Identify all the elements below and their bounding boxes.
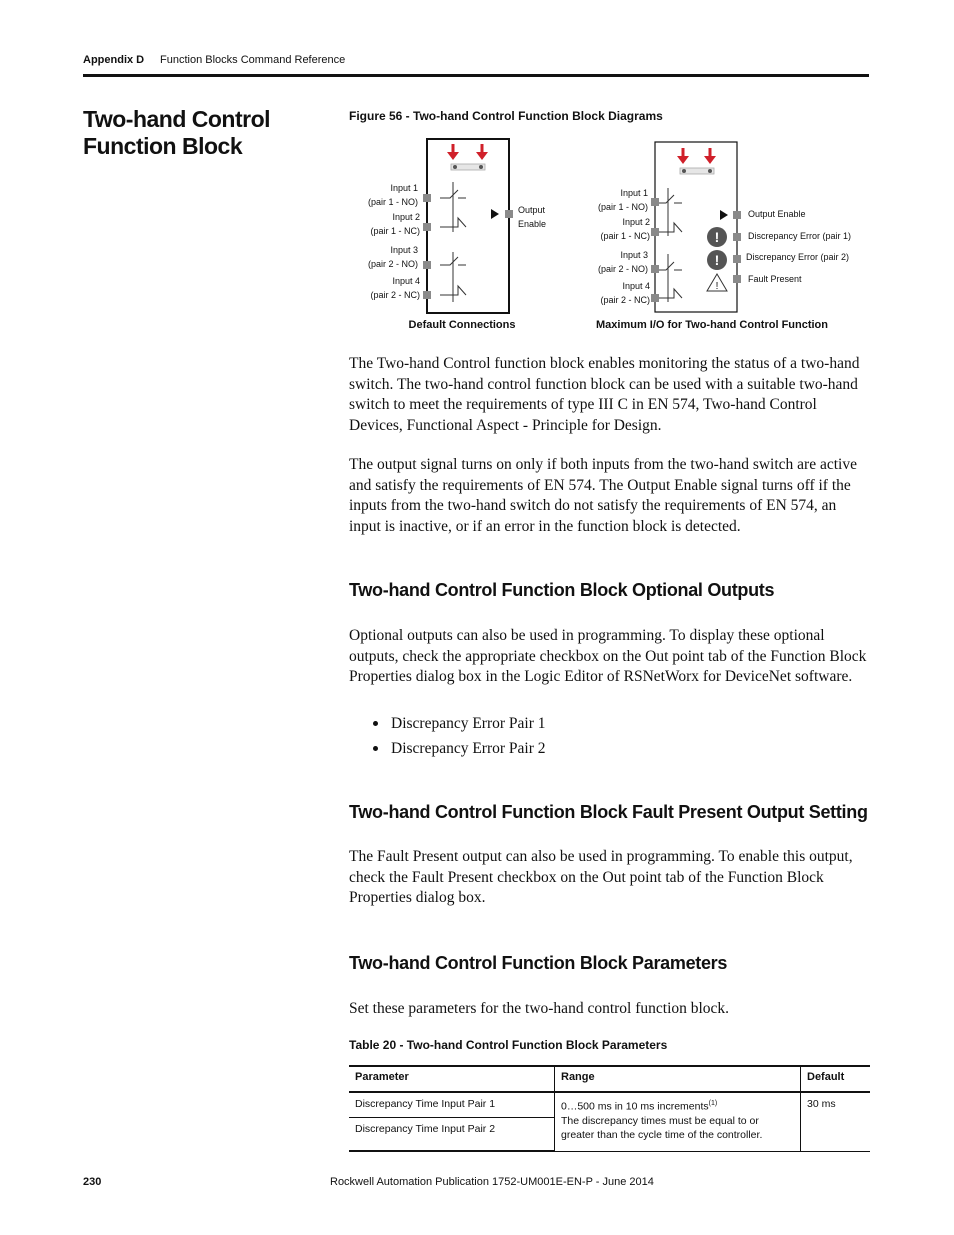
header-default: Default [801,1066,871,1092]
fault-paragraph: The Fault Present output can also be used in programming. To enable this output, check the Fault Present checkbox on the Out point tab of the Function Block Properties dialog box. [349,848,853,906]
right-input-4-pair: (pair 2 - NC) [600,295,650,305]
cell-parameter: Discrepancy Time Input Pair 2 [349,1118,555,1152]
section-title: Two-hand Control Function Block [83,106,271,159]
right-input-1: Input 1 [620,188,648,198]
cell-default: 30 ms [801,1092,871,1151]
left-input-4-pair: (pair 2 - NC) [370,290,420,300]
list-item: Discrepancy Error Pair 1 [371,711,546,736]
header-title: Function Blocks Command Reference [160,54,346,66]
left-input-1-pair: (pair 1 - NO) [367,197,418,207]
header-parameter: Parameter [349,1066,555,1092]
left-input-2: Input 2 [392,212,420,222]
max-io-diagram [596,142,851,331]
right-output-enable: Output Enable [748,209,806,219]
right-discrepancy-1: Discrepancy Error (pair 1) [748,231,852,241]
left-input-1: Input 1 [390,183,418,193]
range-note: The discrepancy times must be equal to or greater than the cycle time of the controller. [561,1114,763,1141]
discrepancy-error-1-icon [707,227,727,247]
publication-info: Rockwell Automation Publication 1752-UM001E-EN-P - June 2014 [330,1176,654,1188]
range-value: 0…500 ms in 10 ms increments [561,1100,709,1113]
left-input-3-pair: (pair 2 - NO) [367,259,418,269]
optional-paragraph: Optional outputs can also be used in programming. To display these optional outputs, check the appropriate checkbox on the Out point tab of the Function Block Properties dialog box in the Logic Editor of RSNetWorx for DeviceNet software. [349,627,867,685]
svg-text:!: ! [714,229,720,245]
table-row [349,1092,870,1118]
header-rule [83,74,869,77]
right-input-1-pair: (pair 1 - NO) [597,202,648,212]
right-input-3-pair: (pair 2 - NO) [597,264,648,274]
optional-outputs-list [371,711,546,761]
right-diagram-caption: Maximum I/O for Two-hand Control Function [596,319,828,331]
left-input-2-pair: (pair 1 - NC) [370,226,420,236]
range-footnote-marker: (1) [708,1100,718,1107]
output-paragraph: The output signal turns on only if both inputs from the two-hand switch are active and satisfy the requirements of EN 574. The Output Enable signal turns off if the inputs from the two-hand switch do not satisfy the requirements of EN 574, an input is inactive, or if an error in the function block is detected. [349,456,857,535]
table-caption: Table 20 - Two-hand Control Function Block Parameters [349,1038,668,1052]
table-header-row [349,1066,870,1092]
intro-paragraph: The Two-hand Control function block enables monitoring the status of a two-hand switch. The two-hand control function block can be used with a suitable two-hand switch to meet the requirements of type III C in EN 574, Two-hand Control Devices, Functional Aspect - Principle for Design. [349,355,860,434]
heading-parameters: Two-hand Control Function Block Parameters [349,953,728,973]
svg-text:!: ! [715,281,719,292]
two-hand-diagrams [340,130,860,340]
right-input-2-pair: (pair 1 - NC) [600,231,650,241]
left-output-line2: Enable [518,219,547,229]
discrepancy-error-2-icon [707,250,727,270]
right-fault-present: Fault Present [748,274,802,284]
right-input-2: Input 2 [622,217,650,227]
parameters-table [349,1065,870,1152]
heading-fault-present: Two-hand Control Function Block Fault Present Output Setting [349,802,868,822]
cell-range [555,1092,801,1151]
page-number: 230 [83,1176,102,1188]
right-discrepancy-2: Discrepancy Error (pair 2) [746,252,850,262]
left-output-line1: Output [518,205,546,215]
svg-text:!: ! [714,252,720,268]
right-input-3: Input 3 [620,250,648,260]
figure-caption: Figure 56 - Two-hand Control Function Block Diagrams [349,109,663,123]
params-paragraph: Set these parameters for the two-hand control function block. [349,1000,730,1017]
header-appendix: Appendix D [83,54,145,66]
left-input-3: Input 3 [390,245,418,255]
list-item: Discrepancy Error Pair 2 [371,736,546,761]
cell-parameter: Discrepancy Time Input Pair 1 [349,1092,555,1118]
default-connections-diagram [368,139,546,331]
left-diagram-caption: Default Connections [408,319,516,331]
header-range: Range [555,1066,801,1092]
heading-optional-outputs: Two-hand Control Function Block Optional Outputs [349,580,775,600]
right-input-4: Input 4 [622,281,650,291]
left-input-4: Input 4 [392,276,420,286]
